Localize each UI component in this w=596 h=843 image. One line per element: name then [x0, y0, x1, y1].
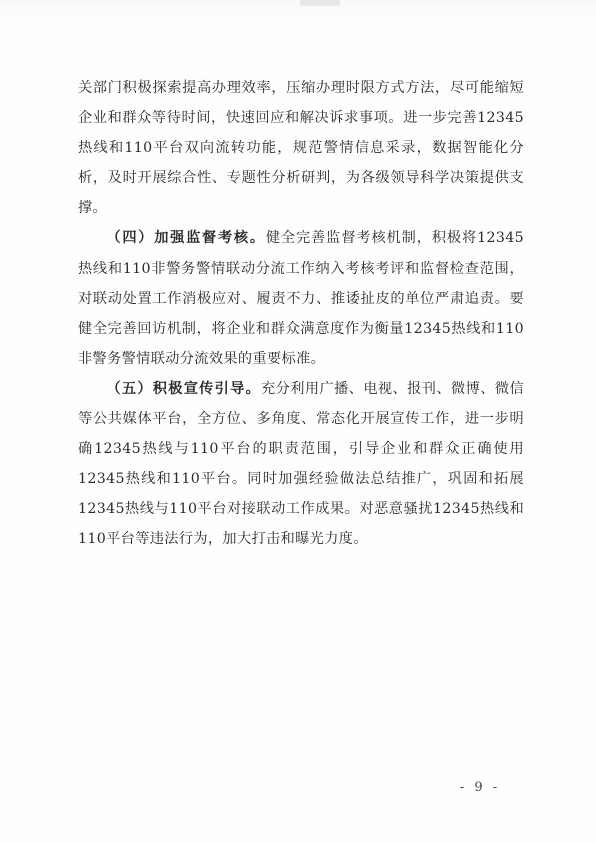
paragraph-publicity — [78, 374, 524, 555]
document-body — [78, 73, 524, 555]
paragraph-continuation — [78, 73, 524, 223]
scan-artifact — [300, 0, 340, 6]
page-number: - 9 - — [459, 780, 501, 795]
paragraph-supervision — [78, 223, 524, 373]
paragraph-text: 充分利用广播、电视、报刊、微博、微信等公共媒体平台，全方位、多角度、常态化开展宣传工作，进一步明确12345热线与110平台的职责范围，引导企业和群众正确使用12345热线和110平台。同时加强经验做法总结推广，巩固和拓展12345热线与110平台对接联动工作成果。对恶意骚扰12345热线和110平台等违法行为，加大打击和曝光力度。 — [78, 380, 524, 548]
paragraph-text: 健全完善监督考核机制，积极将12345热线和110非警务警情联动分流工作纳入考核考评和监督检查范围，对联动处置工作消极应对、履责不力、推诿扯皮的单位严肃追责。要健全完善回访机制，将企业和群众满意度作为衡量12345热线和110非警务警情联动分流效果的重要标准。 — [78, 230, 524, 367]
paragraph-heading: （四）加强监督考核。 — [106, 230, 266, 247]
paragraph-heading: （五）积极宣传引导。 — [106, 380, 262, 397]
paragraph-text: 关部门积极探索提高办理效率，压缩办理时限方式方法，尽可能缩短企业和群众等待时间，快速回应和解决诉求事项。进一步完善12345热线和110平台双向流转功能，规范警情信息采录，数据智能化分析，及时开展综合性、专题性分析研判，为各级领导科学决策提供支撑。 — [78, 80, 524, 217]
